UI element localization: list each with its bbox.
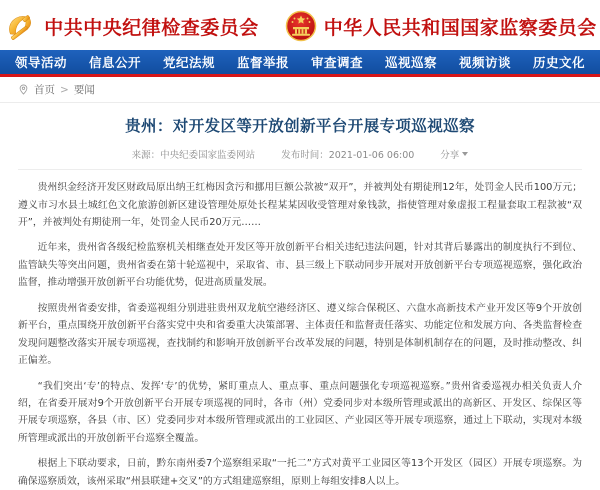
brand-title-ccdi: 中共中央纪律检查委员会 — [44, 16, 259, 39]
nav-item-reporting[interactable]: 监督举报 — [236, 55, 289, 70]
brand-title-nsc: 中华人民共和国国家监察委员会 — [323, 16, 597, 39]
location-pin-icon — [18, 84, 29, 95]
chevron-down-icon — [462, 152, 468, 156]
article-body — [18, 170, 582, 490]
prc-national-emblem — [285, 10, 317, 42]
breadcrumb-current: 要闻 — [73, 84, 95, 96]
nav-item-inspection[interactable]: 巡视巡察 — [385, 55, 438, 70]
article-paragraph: 近年来，贵州省各级纪检监察机关相继查处开发区等开放创新平台相关违纪违法问题，针对其背后暴露出的制度执行不到位、监管缺失等突出问题，贵州省委在第十轮巡视中，采取省、市、县三级上下联动同步开展对开放创新平台专项巡视巡察，强化政治监督，推动增强开放创新平台功能优势，促进高质量发展。 — [18, 242, 582, 289]
article-publish-time: 发布时间：2021-01-06 06:00 — [281, 150, 415, 162]
article-paragraph: 按照贵州省委安排，省委巡视组分别进驻贵州双龙航空港经济区、遵义综合保税区、六盘水高新技术产业开发区等9个开放创新平台，重点围绕开放创新平台落实党中央和省委重大决策部署、主体责任和监督责任落实、功能定位和发展方向、各类监督检查发现问题整改落实开展专项巡视，查找制约和影响开放创新平台改革发展的问题，特别是体制机制存在的问题，及时推动整改、纠正偏差。 — [18, 302, 582, 367]
article-paragraph: 贵州织金经济开发区财政局原出纳王红梅因贪污和挪用巨额公款被“双开”，并被判处有期徒刑12年，处罚金人民币100万元；遵义市习水县土城红色文化旅游创新区建设管理处原处长程某某因收受管理对象钱款，指使管理对象虚报工程量套取工程款被“双开”，并被判处有期徒刑一年，处罚金人民币20万元…… — [18, 182, 582, 229]
brand-ccdi[interactable] — [3, 9, 259, 43]
main-navigation — [0, 50, 600, 74]
page-title: 贵州：对开发区等开放创新平台开展专项巡视巡察 — [125, 117, 475, 135]
share-button[interactable] — [440, 147, 468, 161]
nav-item-investigation[interactable]: 审查调查 — [311, 55, 364, 70]
article-container — [0, 116, 600, 490]
site-masthead — [0, 0, 600, 50]
brand-nsc[interactable] — [285, 10, 597, 42]
breadcrumb — [0, 77, 600, 103]
nav-item-leadership[interactable]: 领导活动 — [14, 55, 67, 70]
share-label: 分享 — [440, 150, 460, 162]
breadcrumb-home[interactable]: 首页 — [34, 84, 55, 96]
article-paragraph: “我们突出‘专’的特点、发挥‘专’的优势，紧盯重点人、重点事、重点问题强化专项巡视巡察。”贵州省委巡视办相关负责人介绍，在省委开展对9个开放创新平台开展专项巡视的同时，各市（州）党委同步对本级所管理或派出的高新区、开发区、综保区等开展专项巡察，各县（市、区）党委同步对本级所管理或派出的工业园区、产业园区等开展专项巡察，通过上下联动，实现对本级所管理或派出的开放创新平台巡察全覆盖。 — [18, 380, 582, 444]
nav-item-disclosure[interactable]: 信息公开 — [88, 55, 141, 70]
breadcrumb-separator: > — [60, 83, 69, 96]
article-meta — [18, 147, 582, 170]
nav-item-history[interactable]: 历史文化 — [533, 55, 586, 70]
article-paragraph: 根据上下联动要求，日前，黔东南州委7个巡察组采取“一托二”方式对黄平工业园区等13个开发区（园区）开展专项巡察。为确保巡察质效，该州采取“州县联建+交叉”的方式组建巡察组，原则上每组安排8人以上。 — [18, 458, 582, 487]
nav-item-video[interactable]: 视频访谈 — [459, 55, 512, 70]
article-source: 来源：中央纪委国家监委网站 — [131, 150, 256, 162]
ccp-hammer-sickle-emblem — [3, 9, 37, 43]
nav-item-regulations[interactable]: 党纪法规 — [162, 55, 215, 70]
